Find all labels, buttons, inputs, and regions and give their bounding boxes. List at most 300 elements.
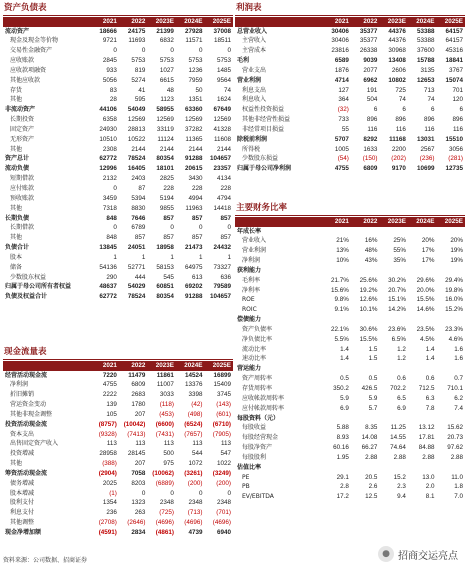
- value-cell: 5394: [131, 194, 146, 202]
- value-cell: 2077: [363, 66, 378, 74]
- value-cell: 2025: [102, 479, 117, 487]
- value-cell: 24930: [99, 125, 117, 133]
- value-cell: 120: [452, 96, 463, 104]
- balance-sheet-panel: [3, 2, 233, 302]
- value-cell: 41: [138, 86, 146, 94]
- value-cell: 37600: [416, 47, 435, 55]
- value-cell: 6940: [216, 529, 231, 536]
- table-row: [235, 335, 465, 345]
- value-cell: 9039: [363, 57, 378, 65]
- value-cell: 11571: [185, 37, 203, 45]
- header-year-cell: 2024E: [184, 362, 203, 369]
- value-cell: 5.88: [336, 424, 349, 432]
- value-cell: 48637: [99, 283, 117, 291]
- value-cell: 4714: [334, 76, 349, 84]
- table-row: [3, 233, 233, 243]
- value-cell: 1.4: [425, 355, 435, 363]
- table-row: [3, 36, 233, 46]
- value-cell: 13408: [388, 57, 406, 65]
- value-cell: 13.12: [418, 424, 435, 432]
- value-cell: 2222: [102, 391, 117, 399]
- value-cell: 54136: [99, 263, 117, 271]
- value-cell: 1.5: [368, 355, 378, 363]
- value-cell: (143): [216, 401, 231, 409]
- value-cell: 0: [198, 47, 203, 55]
- table-row: [3, 273, 233, 283]
- value-cell: [351, 266, 380, 276]
- value-cell: 1236: [188, 66, 203, 74]
- value-cell: 20%: [450, 237, 463, 245]
- row-label: 权益性投资损益: [242, 106, 285, 114]
- value-cell: 17%: [421, 247, 435, 255]
- value-cell: 7.4: [454, 404, 463, 412]
- value-cell: 975: [163, 460, 174, 468]
- header-year-cell: 2023E: [387, 18, 406, 25]
- table-row: [3, 390, 233, 400]
- value-cell: 2606: [391, 66, 406, 74]
- value-cell: (200): [187, 479, 203, 487]
- value-cell: 12996: [99, 165, 117, 173]
- value-cell: (202): [391, 155, 406, 163]
- value-cell: 1633: [363, 145, 378, 153]
- value-cell: 0.6: [425, 375, 435, 383]
- value-cell: 8830: [131, 204, 146, 212]
- value-cell: 1624: [216, 96, 231, 104]
- value-cell: 5056: [102, 76, 117, 84]
- value-cell: 9855: [159, 204, 174, 212]
- value-cell: 30.6%: [359, 325, 378, 333]
- value-cell: 5274: [131, 76, 146, 84]
- row-label: EV/EBITDA: [242, 493, 274, 501]
- row-label: 估值比率: [237, 463, 262, 471]
- value-cell: 45316: [445, 47, 463, 55]
- value-cell: 58955: [156, 106, 174, 114]
- value-cell: 1.4: [340, 345, 349, 353]
- value-cell: 3135: [420, 66, 435, 74]
- row-label: 流动比率: [242, 345, 267, 353]
- value-cell: 11693: [128, 37, 146, 45]
- value-cell: 1: [170, 253, 174, 261]
- income-statement-panel: [235, 2, 465, 174]
- value-cell: 2.8: [340, 483, 349, 491]
- value-cell: [351, 463, 380, 473]
- table-row: [3, 135, 233, 145]
- value-cell: 6.5: [397, 394, 406, 402]
- value-cell: 53388: [416, 37, 435, 45]
- value-cell: 80354: [156, 155, 174, 163]
- value-cell: 8292: [363, 135, 378, 143]
- value-cell: 74: [223, 86, 231, 94]
- value-cell: [436, 315, 465, 325]
- value-cell: 290: [106, 273, 117, 281]
- value-cell: 10510: [99, 135, 117, 143]
- value-cell: 2567: [420, 145, 435, 153]
- value-cell: 60.16: [333, 444, 349, 452]
- value-cell: 66.27: [361, 444, 378, 452]
- header-year-cell: 2021: [334, 218, 349, 225]
- value-cell: 27928: [184, 27, 203, 35]
- value-cell: 6809: [131, 381, 146, 389]
- table-row: [3, 145, 233, 155]
- value-cell: 1123: [160, 96, 174, 104]
- table-row: [3, 174, 233, 184]
- value-cell: 18101: [156, 165, 174, 173]
- value-cell: 14.08: [361, 434, 378, 442]
- table-row: [3, 194, 233, 204]
- row-label: 营运资金变动: [10, 401, 47, 409]
- value-cell: 2144: [131, 145, 146, 153]
- row-label: 每股股利: [242, 453, 267, 461]
- table-header-row: [235, 17, 465, 27]
- value-cell: 2.88: [393, 453, 406, 461]
- value-cell: [322, 227, 351, 237]
- value-cell: 6.9: [397, 404, 406, 412]
- value-cell: (281): [448, 155, 463, 163]
- value-cell: 23.5%: [416, 325, 435, 333]
- value-cell: 19%: [450, 257, 463, 265]
- value-cell: [351, 414, 380, 424]
- value-cell: 5.7: [368, 404, 378, 412]
- table-row: [235, 384, 465, 394]
- balance-sheet-table: [3, 17, 233, 302]
- table-row: [3, 518, 233, 528]
- table-row: [3, 449, 233, 459]
- row-label: 流动负债: [5, 165, 30, 173]
- table-row: [3, 498, 233, 508]
- header-year-cell: 2024E: [184, 18, 203, 25]
- value-cell: 9.8%: [334, 296, 349, 304]
- value-cell: 15.6%: [331, 286, 349, 294]
- row-label: 利息支付: [10, 509, 35, 517]
- row-label: 每股经营现金: [242, 434, 279, 442]
- cash-flow-title: 现金流量表: [4, 347, 47, 357]
- table-row: [235, 315, 465, 325]
- value-cell: 21.7%: [331, 276, 349, 284]
- value-cell: 1.4: [425, 345, 435, 353]
- value-cell: [379, 463, 408, 473]
- value-cell: 0: [141, 489, 146, 497]
- value-cell: 35377: [359, 37, 378, 45]
- section-divider: [3, 15, 233, 16]
- table-row: [3, 430, 233, 440]
- row-label: 净利润: [10, 381, 29, 389]
- table-row: [235, 256, 465, 266]
- row-label: 现金及现金等价物: [10, 37, 59, 45]
- source-footnote: 资料来源：公司数据、招商证券: [3, 557, 88, 564]
- value-cell: (2904): [98, 469, 117, 477]
- value-cell: [351, 364, 380, 374]
- value-cell: (8757): [98, 420, 117, 428]
- value-cell: 20.5: [365, 473, 378, 481]
- value-cell: 0: [227, 224, 231, 232]
- value-cell: [379, 266, 408, 276]
- row-label: 获利能力: [237, 266, 262, 274]
- value-cell: 15.2%: [445, 306, 463, 314]
- value-cell: 14.6%: [416, 306, 435, 314]
- value-cell: [379, 227, 408, 237]
- header-year-cell: 2021: [102, 362, 117, 369]
- value-cell: 228: [191, 185, 203, 192]
- row-label: 应付账款: [10, 185, 35, 192]
- value-cell: 78524: [127, 155, 146, 163]
- value-cell: (32): [337, 106, 349, 114]
- value-cell: (6524): [184, 420, 203, 428]
- value-cell: 0: [113, 185, 117, 192]
- value-cell: 80354: [156, 293, 174, 301]
- value-cell: 236: [106, 509, 117, 517]
- row-label: 其他: [10, 204, 23, 212]
- value-cell: 701: [452, 86, 463, 94]
- value-cell: 41328: [213, 125, 231, 133]
- table-header-row: [235, 217, 465, 227]
- value-cell: 25%: [393, 237, 406, 245]
- value-cell: 5753: [188, 57, 203, 65]
- value-cell: 12.5: [365, 493, 378, 501]
- row-label: 主营收入: [242, 37, 267, 45]
- header-year-cell: 2024E: [416, 218, 435, 225]
- value-cell: 0: [141, 47, 146, 55]
- value-cell: 28: [109, 96, 117, 104]
- table-row: [3, 508, 233, 518]
- row-label: 资本支出: [10, 430, 35, 438]
- value-cell: 1.2: [397, 355, 406, 363]
- row-label: 储备: [10, 263, 23, 271]
- table-row: [3, 95, 233, 105]
- row-label: 年成长率: [237, 227, 262, 235]
- value-cell: 613: [191, 273, 203, 281]
- value-cell: 857: [220, 214, 231, 222]
- value-cell: 20.73: [447, 434, 463, 442]
- table-row: [235, 394, 465, 404]
- value-cell: 62772: [99, 293, 117, 301]
- wechat-icon: ●: [378, 546, 394, 562]
- value-cell: 725: [395, 86, 406, 94]
- value-cell: 64157: [445, 27, 463, 35]
- value-cell: 14418: [213, 204, 231, 212]
- row-label: 净利率: [242, 286, 261, 294]
- value-cell: 7.8: [425, 404, 435, 412]
- value-cell: 33119: [156, 125, 174, 133]
- table-row: [3, 489, 233, 499]
- value-cell: 116: [367, 125, 378, 133]
- value-cell: 3767: [448, 66, 463, 74]
- value-cell: 30968: [388, 47, 406, 55]
- table-row: [3, 292, 233, 302]
- value-cell: 544: [191, 450, 203, 458]
- value-cell: 0: [170, 47, 174, 55]
- value-cell: 18958: [156, 244, 174, 252]
- value-cell: 350.2: [333, 385, 349, 392]
- row-label: 毛利: [237, 57, 250, 65]
- value-cell: 1022: [216, 460, 231, 468]
- value-cell: 207: [134, 460, 146, 468]
- value-cell: 91288: [184, 293, 203, 301]
- table-row: [3, 66, 233, 76]
- value-cell: 87: [138, 185, 146, 192]
- table-row: [235, 105, 465, 115]
- value-cell: 2834: [131, 529, 146, 536]
- row-label: 筹资活动现金流: [5, 469, 48, 477]
- value-cell: 2683: [131, 391, 146, 399]
- value-cell: 191: [366, 86, 378, 94]
- value-cell: 12569: [184, 116, 203, 124]
- value-cell: 28145: [127, 450, 146, 458]
- value-cell: 6: [459, 106, 463, 114]
- value-cell: 2.6: [368, 483, 378, 491]
- value-cell: 55: [341, 125, 349, 133]
- value-cell: 4739: [188, 529, 203, 536]
- table-row: [235, 423, 465, 433]
- value-cell: 10%: [336, 257, 349, 265]
- value-cell: (10062): [152, 469, 174, 477]
- row-label: 总营业收入: [237, 27, 268, 35]
- value-cell: 263: [134, 509, 146, 517]
- table-row: [235, 27, 465, 37]
- value-cell: 74: [427, 96, 435, 104]
- table-row: [3, 371, 233, 381]
- value-cell: 2.3: [397, 483, 406, 491]
- header-year-cell: 2025E: [444, 18, 463, 25]
- table-row: [235, 453, 465, 463]
- row-label: 应付帐款周转率: [242, 404, 285, 412]
- value-cell: 5.9: [340, 394, 349, 402]
- value-cell: 0.5: [340, 375, 349, 383]
- value-cell: (236): [419, 155, 435, 163]
- table-row: [235, 145, 465, 155]
- row-label: 应收帐款周转率: [242, 394, 285, 402]
- value-cell: 54029: [127, 283, 146, 291]
- value-cell: 139: [106, 401, 117, 409]
- value-cell: 50: [195, 86, 203, 94]
- value-cell: 710.1: [447, 385, 463, 392]
- value-cell: 25.6%: [359, 276, 378, 284]
- row-label: 所得税: [242, 145, 261, 153]
- value-cell: 2348: [159, 499, 174, 507]
- value-cell: 2132: [102, 175, 117, 183]
- value-cell: 13%: [336, 247, 349, 255]
- value-cell: [408, 266, 437, 276]
- section-divider: [235, 215, 465, 216]
- value-cell: 6615: [159, 76, 174, 84]
- value-cell: 4.6%: [448, 335, 463, 343]
- value-cell: 23816: [331, 47, 349, 55]
- value-cell: 5753: [159, 57, 174, 65]
- value-cell: 0.7: [454, 375, 463, 383]
- value-cell: 3459: [102, 194, 117, 202]
- value-cell: 504: [366, 96, 378, 104]
- table-row: [3, 528, 233, 538]
- value-cell: 17.2: [336, 493, 349, 501]
- value-cell: 116: [452, 125, 463, 133]
- value-cell: 1072: [188, 460, 203, 468]
- header-label-cell: [235, 217, 322, 227]
- value-cell: 819: [134, 66, 146, 74]
- value-cell: 1.8: [454, 483, 463, 491]
- value-cell: 0: [198, 224, 203, 232]
- header-year-cell: 2022: [131, 362, 146, 369]
- table-row: [3, 46, 233, 56]
- row-label: 营运能力: [237, 365, 262, 373]
- header-year-cell: 2023E: [387, 218, 406, 225]
- value-cell: 547: [220, 450, 231, 458]
- value-cell: 16899: [213, 371, 231, 379]
- row-label: PE: [242, 473, 250, 481]
- value-cell: 9.1%: [334, 306, 349, 314]
- value-cell: 16405: [127, 165, 146, 173]
- value-cell: 17.81: [418, 434, 435, 442]
- row-label: 债务增减: [10, 479, 35, 487]
- value-cell: 15.2: [393, 473, 406, 481]
- value-cell: 2144: [188, 145, 203, 153]
- row-label: 负债及权益合计: [5, 293, 48, 301]
- value-cell: 0: [227, 47, 231, 55]
- value-cell: 11124: [157, 135, 174, 143]
- value-cell: 896: [366, 116, 378, 124]
- value-cell: (7657): [184, 430, 203, 438]
- value-cell: 21399: [156, 27, 174, 35]
- value-cell: 896: [423, 116, 435, 124]
- value-cell: 6589: [334, 57, 349, 65]
- row-label: 投资增减: [10, 450, 35, 458]
- value-cell: 4.5%: [420, 335, 435, 343]
- value-cell: 9564: [216, 76, 231, 84]
- value-cell: 13376: [184, 381, 203, 389]
- value-cell: 15.5%: [359, 335, 378, 343]
- value-cell: 11168: [389, 135, 406, 143]
- value-cell: 9.4: [397, 493, 406, 501]
- value-cell: 8203: [131, 479, 146, 487]
- value-cell: (7413): [127, 430, 146, 438]
- value-cell: 14.2%: [388, 306, 406, 314]
- value-cell: [436, 364, 465, 374]
- value-cell: [436, 227, 465, 237]
- value-cell: [408, 364, 437, 374]
- value-cell: 426.5: [361, 385, 378, 392]
- value-cell: (6889): [155, 479, 174, 487]
- value-cell: 12653: [416, 76, 435, 84]
- value-cell: 78524: [127, 293, 146, 301]
- row-label: 其他非经营性损益: [242, 116, 291, 124]
- value-cell: 857: [163, 234, 174, 242]
- table-row: [3, 243, 233, 253]
- value-cell: 733: [338, 116, 349, 124]
- value-cell: 48%: [364, 247, 378, 255]
- value-cell: 20615: [184, 165, 203, 173]
- row-label: 利息支出: [242, 86, 267, 94]
- value-cell: 9170: [391, 165, 406, 173]
- row-label: 股本增减: [10, 489, 35, 497]
- table-row: [235, 433, 465, 443]
- table-row: [235, 76, 465, 86]
- table-row: [3, 439, 233, 449]
- table-row: [3, 223, 233, 233]
- value-cell: (713): [187, 509, 203, 517]
- value-cell: 8.35: [365, 424, 378, 432]
- value-cell: 2348: [188, 499, 203, 507]
- table-row: [235, 414, 465, 424]
- table-row: [235, 125, 465, 135]
- table-row: [235, 295, 465, 305]
- value-cell: [322, 463, 351, 473]
- value-cell: 15.5%: [416, 296, 435, 304]
- value-cell: 113: [106, 440, 117, 448]
- value-cell: 6.9: [340, 404, 349, 412]
- row-label: 毛利率: [242, 276, 261, 284]
- row-label: 应收账款: [10, 57, 35, 65]
- value-cell: 26338: [359, 47, 378, 55]
- value-cell: 11365: [185, 135, 203, 143]
- row-label: 投资活动现金流: [5, 420, 48, 428]
